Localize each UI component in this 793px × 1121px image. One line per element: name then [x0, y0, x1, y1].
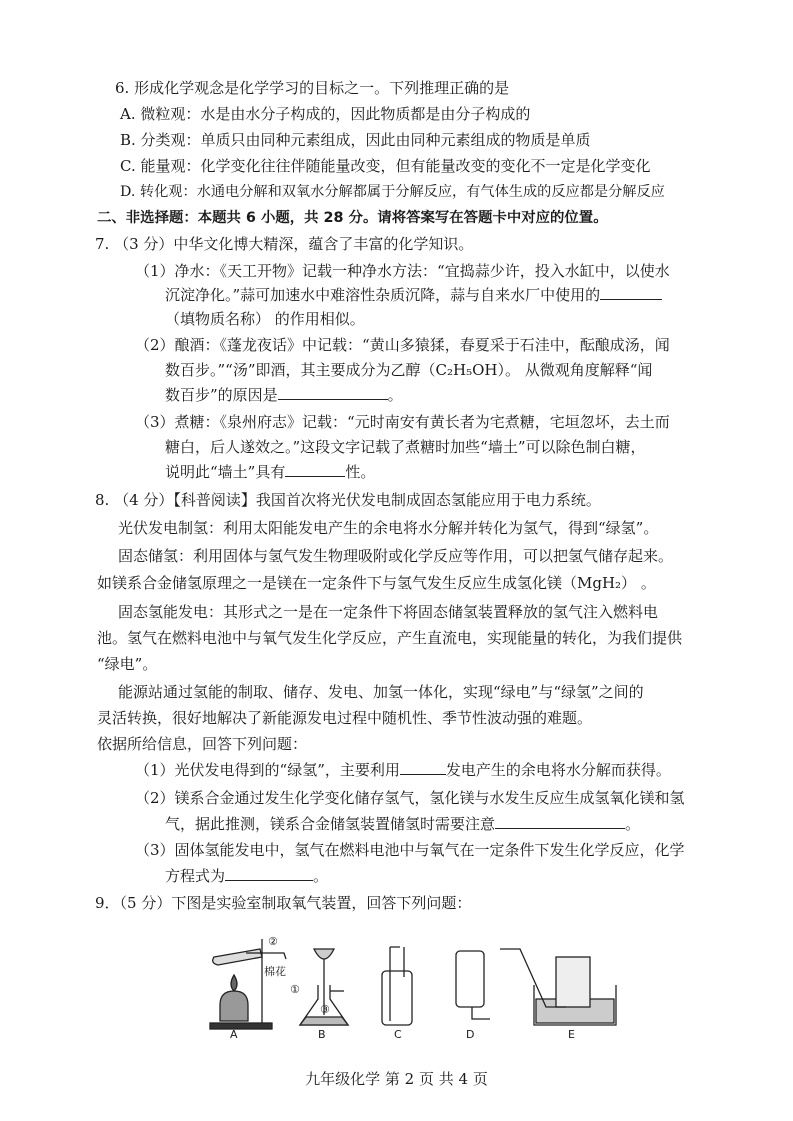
q7-2-line1: （2）酿酒：《蓬龙夜话》中记载：“黄山多猿猱，春夏采于石洼中，酝酿成汤，闻	[135, 336, 670, 354]
q9-stem: 9．（5 分）下图是实验室制取氧气装置，回答下列问题：	[95, 894, 472, 912]
page-footer: 九年级化学 第 2 页 共 4 页	[305, 1070, 488, 1088]
alcohol-lamp	[220, 991, 248, 1021]
q8-sub2-line2: 气，据此推测，镁系合金储氢装置储氢时需要注意 。	[165, 815, 641, 833]
q6-option-c: C. 能量观：化学变化往往伴随能量改变，但有能量改变的变化不一定是化学变化	[120, 157, 651, 175]
label-circle-3: ③	[320, 1003, 330, 1016]
flame	[231, 975, 237, 991]
answer-blank	[400, 760, 446, 775]
q8-reading-3a: 固态氢能发电：其形式之一是在一定条件下将固态储氢装置释放的氢气注入燃料电	[118, 603, 659, 621]
answer-blank	[285, 462, 345, 477]
q8-reading-3b: 池。氢气在燃料电池中与氧气发生化学反应，产生直流电，实现能量的转化，为我们提供	[97, 629, 683, 647]
label-b: B	[318, 1028, 326, 1041]
q8-ask: 依据所给信息，回答下列问题：	[97, 735, 308, 753]
apparatus-drawing	[200, 935, 620, 1045]
q8-reading-2b: 如镁系合金储氢原理之一是镁在一定条件下与氢气发生反应生成氢化镁（MgH₂） 。	[97, 574, 656, 592]
q8-stem: 8. （4 分）【科普阅读】我国首次将光伏发电制成固态氢能应用于电力系统。	[95, 491, 601, 509]
answer-blank	[600, 285, 662, 300]
q7-stem: 7. （3 分）中华文化博大精深，蕴含了丰富的化学知识。	[95, 235, 474, 253]
label-cotton: 棉花	[264, 965, 286, 978]
q8-sub1: （1）光伏发电得到的“绿氢”，主要利用 发电产生的余电将水分解而获得。	[135, 761, 671, 779]
oxygen-apparatus-figure	[200, 935, 620, 1045]
q8-sub3-line2: 方程式为 。	[165, 867, 329, 885]
q8-reading-3c: “绿电”。	[97, 655, 158, 673]
q7-3-line3: 说明此“墙土”具有 性。	[165, 463, 376, 481]
bottle-d-tube	[472, 1007, 490, 1019]
collecting-bottle	[556, 957, 590, 1007]
flask-liquid	[300, 1017, 348, 1025]
q8-reading-4a: 能源站通过氢能的制取、储存、发电、加氢一体化，实现“绿电”与“绿氢”之间的	[118, 683, 644, 701]
q8-reading-2a: 固态储氢：利用固体与氢气发生物理吸附或化学反应等作用，可以把氢气储存起来。	[118, 547, 674, 565]
q7-3-line2: 糖白，后人遂效之。”这段文字记载了煮糖时加些“墙土”可以除色制白糖，	[165, 438, 646, 456]
answer-blank	[495, 814, 625, 829]
gas-bottle-d	[456, 951, 484, 1007]
bottle-c-tubes	[390, 947, 404, 1021]
q7-3-line1: （3）煮糖：《泉州府志》记载：“元时南安有黄长者为宅煮糖，宅垣忽坏，去土而	[135, 413, 670, 431]
test-tube	[213, 949, 262, 965]
q6-option-d: D. 转化观：水通电分解和双氧水分解都属于分解反应，有气体生成的反应都是分解反应	[120, 184, 665, 200]
label-d: D	[466, 1028, 475, 1041]
label-e: E	[568, 1028, 575, 1041]
section-heading: 二、非选择题：本题共 6 小题，共 28 分。请将答案写在答题卡中对应的位置。	[97, 210, 608, 226]
q7-2-line2: 数百步。”“汤”即酒，其主要成分为乙醇（C₂H₅OH）。 从微观角度解释“闻	[165, 361, 653, 379]
q7-1-line2: 沉淀净化。”蒜可加速水中难溶性杂质沉降，蒜与自来水厂中使用的	[165, 285, 662, 305]
q8-reading-4b: 灵活转换，很好地解决了新能源发电过程中随机性、季节性波动强的难题。	[97, 709, 593, 727]
q7-1-line1: （1）净水：《天工开物》记载一种净水方法：“宜捣蒜少许，投入水缸中，以使水	[135, 262, 670, 280]
q8-sub2-line1: （2）镁系合金通过发生化学变化储存氢气，氢化镁与水发生反应生成氢氧化镁和氢	[135, 789, 685, 807]
label-a: A	[230, 1028, 238, 1041]
label-circle-1: ①	[290, 983, 300, 996]
q8-sub3-line1: （3）固体氢能发电中，氢气在燃料电池中与氧气在一定条件下发生化学反应，化学	[135, 841, 685, 859]
gas-bottle-c	[382, 971, 412, 1025]
answer-blank	[225, 866, 313, 881]
q6-option-b: B. 分类观：单质只由同种元素组成，因此由同种元素组成的物质是单质	[120, 131, 591, 149]
label-circle-2: ②	[268, 935, 278, 948]
q6-stem: 6. 形成化学观念是化学学习的目标之一。下列推理正确的是	[115, 79, 510, 97]
answer-blank	[278, 385, 388, 400]
label-c: C	[394, 1028, 402, 1041]
q6-option-a: A. 微粒观：水是由水分子构成的，因此物质都是由分子构成的	[120, 105, 531, 123]
q7-2-line3: 数百步”的原因是 。	[165, 386, 403, 404]
stand-base	[210, 1023, 272, 1029]
q7-1-line3: （填物质名称） 的作用相似。	[165, 310, 365, 328]
separatory-funnel	[314, 949, 334, 959]
delivery-tube	[260, 953, 286, 959]
q8-reading-1: 光伏发电制氢：利用太阳能发电产生的余电将水分解并转化为氢气，得到“绿氢”。	[118, 519, 659, 537]
